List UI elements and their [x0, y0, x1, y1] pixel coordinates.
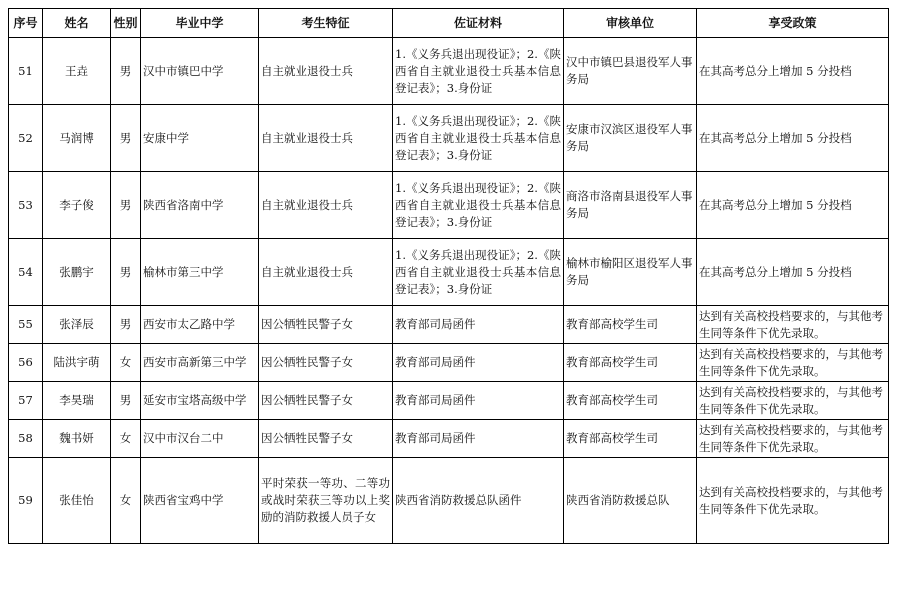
table-row: [9, 382, 889, 420]
cell-gender: 男: [111, 382, 141, 420]
header-cell-policy: 享受政策: [697, 9, 889, 38]
cell-school: 汉中市汉台二中: [141, 420, 259, 458]
header-cell-no: 序号: [9, 9, 43, 38]
table-row: [9, 344, 889, 382]
policy-table-wrapper: [8, 8, 889, 544]
cell-auditor: 教育部高校学生司: [564, 420, 697, 458]
cell-evidence: 教育部司局函件: [393, 306, 564, 344]
table-row: [9, 38, 889, 105]
cell-policy: 达到有关高校投档要求的，与其他考生同等条件下优先录取。: [697, 420, 889, 458]
cell-policy: 达到有关高校投档要求的，与其他考生同等条件下优先录取。: [697, 306, 889, 344]
cell-school: 陕西省宝鸡中学: [141, 458, 259, 544]
cell-no: 58: [9, 420, 43, 458]
cell-evidence: 1.《义务兵退出现役证》；2.《陕西省自主就业退役士兵基本信息登记表》；3.身份证: [393, 38, 564, 105]
cell-name: 王垚: [43, 38, 111, 105]
cell-policy: 在其高考总分上增加 5 分投档: [697, 38, 889, 105]
cell-policy: 在其高考总分上增加 5 分投档: [697, 105, 889, 172]
header-cell-name: 姓名: [43, 9, 111, 38]
cell-feature: 因公牺牲民警子女: [259, 382, 393, 420]
cell-evidence: 教育部司局函件: [393, 344, 564, 382]
header-cell-school: 毕业中学: [141, 9, 259, 38]
cell-gender: 女: [111, 344, 141, 382]
cell-evidence: 1.《义务兵退出现役证》；2.《陕西省自主就业退役士兵基本信息登记表》；3.身份证: [393, 172, 564, 239]
cell-no: 53: [9, 172, 43, 239]
cell-school: 延安市宝塔高级中学: [141, 382, 259, 420]
cell-school: 安康中学: [141, 105, 259, 172]
cell-no: 54: [9, 239, 43, 306]
cell-feature: 自主就业退役士兵: [259, 172, 393, 239]
cell-auditor: 教育部高校学生司: [564, 382, 697, 420]
cell-gender: 男: [111, 306, 141, 344]
cell-gender: 女: [111, 420, 141, 458]
cell-policy: 在其高考总分上增加 5 分投档: [697, 172, 889, 239]
cell-name: 李昊瑞: [43, 382, 111, 420]
cell-no: 51: [9, 38, 43, 105]
cell-auditor: 陕西省消防救援总队: [564, 458, 697, 544]
cell-no: 57: [9, 382, 43, 420]
cell-name: 张鹏宇: [43, 239, 111, 306]
header-cell-auditor: 审核单位: [564, 9, 697, 38]
cell-no: 55: [9, 306, 43, 344]
cell-feature: 自主就业退役士兵: [259, 38, 393, 105]
cell-school: 西安市太乙路中学: [141, 306, 259, 344]
header-cell-feature: 考生特征: [259, 9, 393, 38]
cell-gender: 男: [111, 38, 141, 105]
cell-gender: 女: [111, 458, 141, 544]
cell-auditor: 教育部高校学生司: [564, 344, 697, 382]
cell-no: 52: [9, 105, 43, 172]
header-cell-evidence: 佐证材料: [393, 9, 564, 38]
cell-evidence: 1.《义务兵退出现役证》；2.《陕西省自主就业退役士兵基本信息登记表》；3.身份证: [393, 105, 564, 172]
cell-evidence: 1.《义务兵退出现役证》；2.《陕西省自主就业退役士兵基本信息登记表》；3.身份证: [393, 239, 564, 306]
cell-name: 李子俊: [43, 172, 111, 239]
cell-gender: 男: [111, 172, 141, 239]
cell-evidence: 教育部司局函件: [393, 420, 564, 458]
cell-policy: 在其高考总分上增加 5 分投档: [697, 239, 889, 306]
cell-name: 张佳怡: [43, 458, 111, 544]
cell-auditor: 安康市汉滨区退役军人事务局: [564, 105, 697, 172]
table-row: [9, 420, 889, 458]
cell-no: 56: [9, 344, 43, 382]
cell-name: 魏书妍: [43, 420, 111, 458]
cell-name: 张泽辰: [43, 306, 111, 344]
cell-no: 59: [9, 458, 43, 544]
header-cell-gender: 性别: [111, 9, 141, 38]
cell-gender: 男: [111, 105, 141, 172]
table-row: [9, 172, 889, 239]
table-row: [9, 458, 889, 544]
policy-table: [8, 8, 889, 544]
cell-school: 西安市高新第三中学: [141, 344, 259, 382]
table-row: [9, 239, 889, 306]
cell-feature: 平时荣获一等功、二等功或战时荣获三等功以上奖励的消防救援人员子女: [259, 458, 393, 544]
cell-auditor: 教育部高校学生司: [564, 306, 697, 344]
cell-name: 陆洪宇萌: [43, 344, 111, 382]
cell-feature: 因公牺牲民警子女: [259, 306, 393, 344]
cell-school: 汉中市镇巴中学: [141, 38, 259, 105]
cell-feature: 自主就业退役士兵: [259, 239, 393, 306]
cell-policy: 达到有关高校投档要求的，与其他考生同等条件下优先录取。: [697, 382, 889, 420]
cell-policy: 达到有关高校投档要求的，与其他考生同等条件下优先录取。: [697, 344, 889, 382]
cell-auditor: 榆林市榆阳区退役军人事务局: [564, 239, 697, 306]
header-row: [9, 9, 889, 38]
cell-evidence: 陕西省消防救援总队函件: [393, 458, 564, 544]
table-row: [9, 306, 889, 344]
cell-feature: 自主就业退役士兵: [259, 105, 393, 172]
cell-feature: 因公牺牲民警子女: [259, 344, 393, 382]
cell-evidence: 教育部司局函件: [393, 382, 564, 420]
table-row: [9, 105, 889, 172]
cell-auditor: 商洛市洛南县退役军人事务局: [564, 172, 697, 239]
cell-auditor: 汉中市镇巴县退役军人事务局: [564, 38, 697, 105]
cell-school: 陕西省洛南中学: [141, 172, 259, 239]
cell-feature: 因公牺牲民警子女: [259, 420, 393, 458]
cell-gender: 男: [111, 239, 141, 306]
cell-school: 榆林市第三中学: [141, 239, 259, 306]
cell-name: 马润博: [43, 105, 111, 172]
cell-policy: 达到有关高校投档要求的，与其他考生同等条件下优先录取。: [697, 458, 889, 544]
